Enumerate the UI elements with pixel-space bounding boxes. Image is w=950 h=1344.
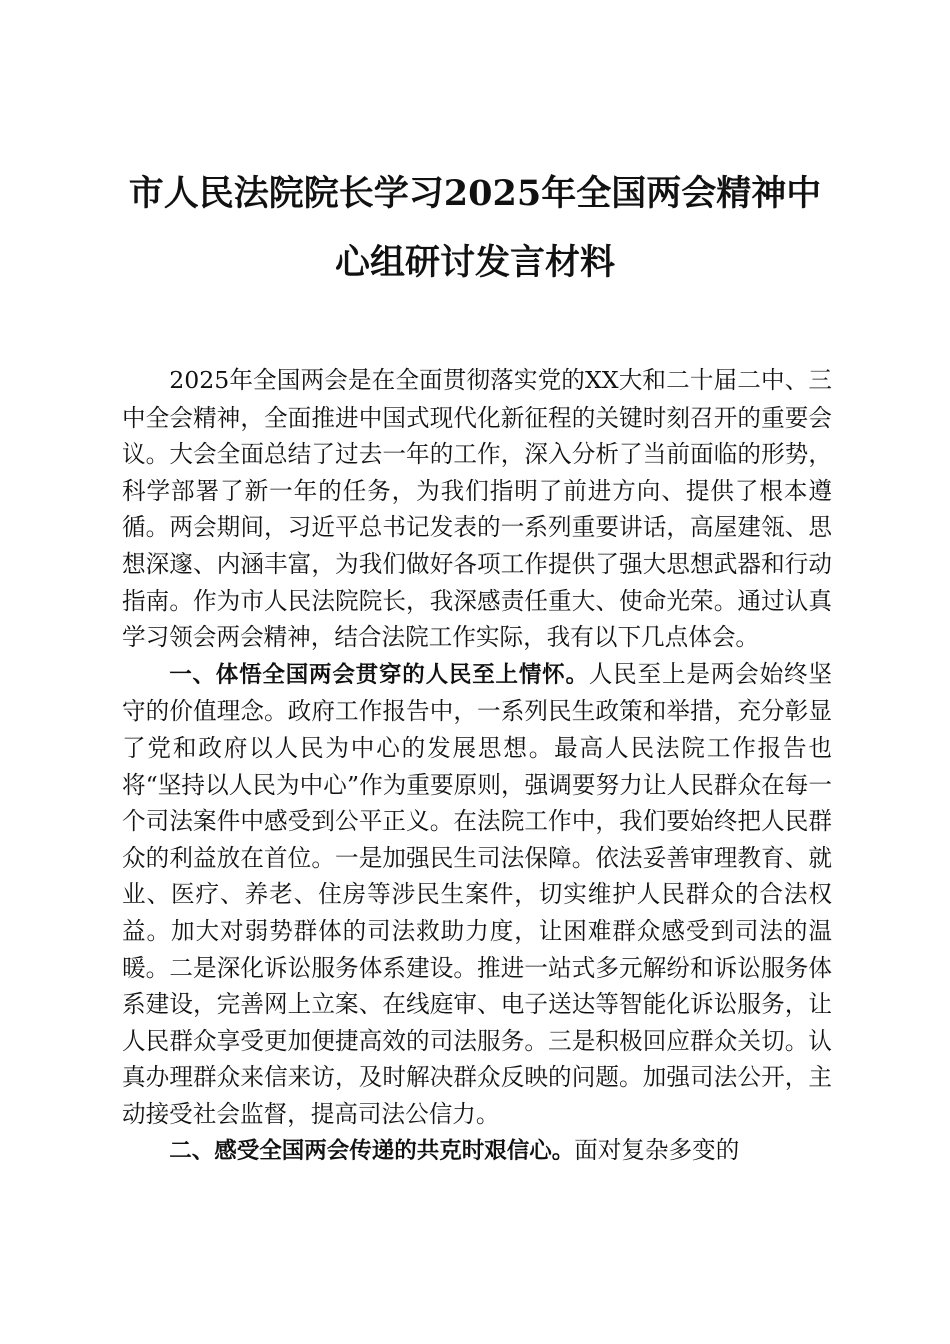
- document-title-line-2: 心组研讨发言材料: [334, 242, 615, 283]
- document-body: [122, 362, 832, 1170]
- section-heading: 一、体悟全国两会贯穿的人民至上情怀。: [169, 661, 589, 688]
- section-heading: 二、感受全国两会传递的共克时艰信心。: [169, 1138, 575, 1165]
- paragraph-text: 2025年全国两会是在全面贯彻落实党的XX大和二十届二中、三中全会精神，全面推进中国式现代化新征程的关键时刻召开的重要会议。大会全面总结了过去一年的工作，深入分析了当前面临的形势，科学部署了新一年的任务，为我们指明了前进方向、提供了根本遵循。两会期间，习近平总书记发表的一系列重要讲话，高屋建瓴、思想深邃、内涵丰富，为我们做好各项工作提供了强大思想武器和行动指南。作为市人民法院院长，我深感责任重大、使命光荣。通过认真学习领会两会精神，结合法院工作实际，我有以下几点体会。: [122, 366, 832, 652]
- paragraph-intro: [122, 362, 832, 656]
- paragraph-text: 人民至上是两会始终坚守的价值理念。政府工作报告中，一系列民生政策和举措，充分彰显了党和政府以人民为中心的发展思想。最高人民法院工作报告也将“坚持以人民为中心”作为重要原则，强调要努力让人民群众在每一个司法案件中感受到公平正义。在法院工作中，我们要始终把人民群众的利益放在首位。一是加强民生司法保障。依法妥善审理教育、就业、医疗、养老、住房等涉民生案件，切实维护人民群众的合法权益。加大对弱势群体的司法救助力度，让困难群众感受到司法的温暖。二是深化诉讼服务体系建设。推进一站式多元解纷和诉讼服务体系建设，完善网上立案、在线庭审、电子送达等智能化诉讼服务，让人民群众享受更加便捷高效的司法服务。三是积极回应群众关切。认真办理群众来信来访，及时解决群众反映的问题。加强司法公开，主动接受社会监督，提高司法公信力。: [122, 659, 832, 1128]
- document-title-line-1: 市人民法院院长学习2025年全国两会精神中: [128, 173, 822, 214]
- paragraph-section-1: [122, 656, 832, 1133]
- paragraph-section-2: [122, 1132, 832, 1170]
- paragraph-text: 面对复杂多变的: [574, 1136, 740, 1165]
